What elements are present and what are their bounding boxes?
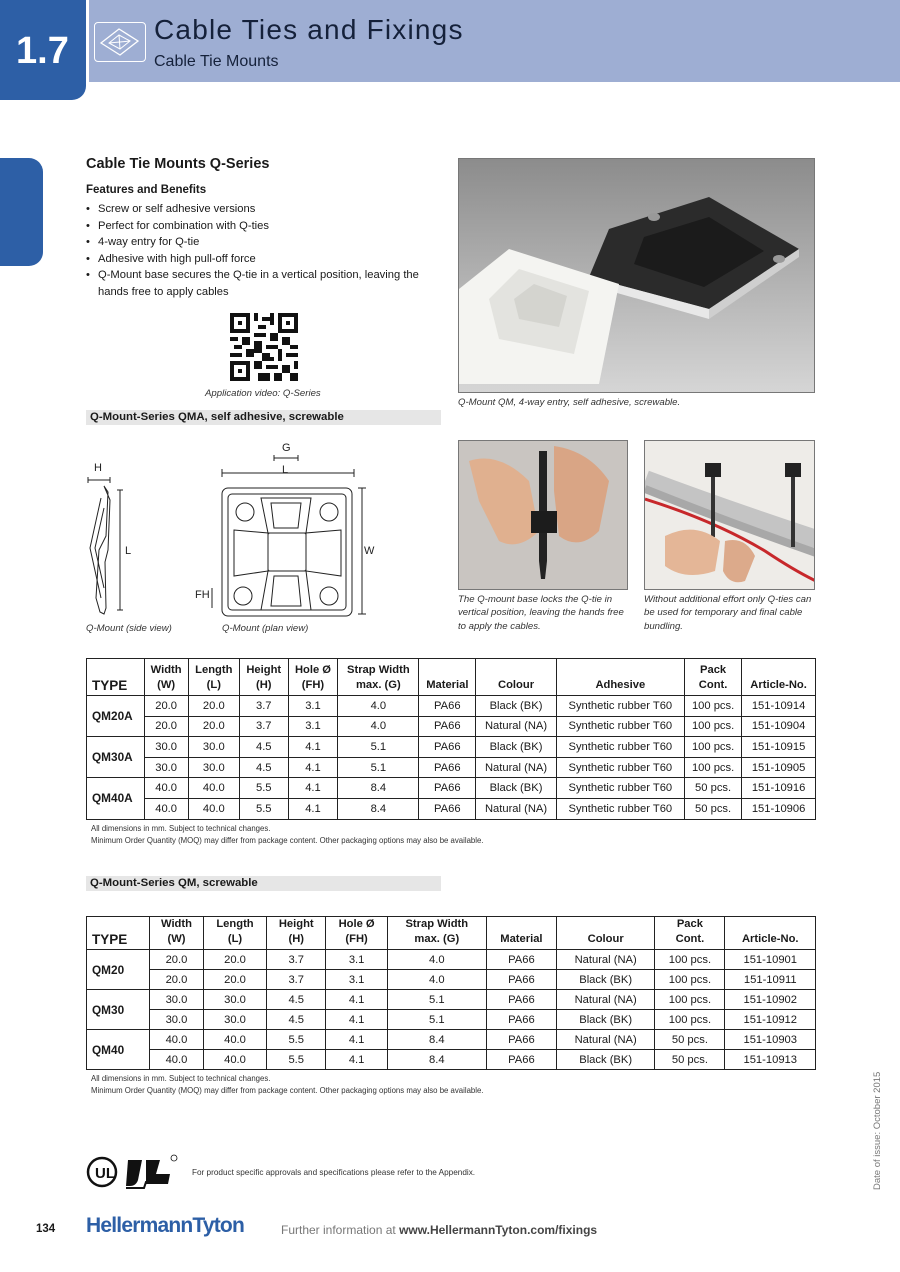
- table-cell: 20.0: [203, 950, 266, 970]
- table-cell: 5.1: [338, 737, 419, 758]
- table-row: [87, 798, 816, 819]
- col-type: TYPE: [87, 917, 150, 950]
- table-cell: 40.0: [144, 778, 188, 799]
- table-cell: 30.0: [149, 990, 203, 1010]
- qma-table: [86, 658, 816, 820]
- col-hole: Hole Ø (FH): [326, 917, 387, 950]
- table-cell: 20.0: [149, 970, 203, 990]
- col-strap: Strap Width max. (G): [387, 917, 486, 950]
- table-cell: PA66: [486, 970, 556, 990]
- table-row: [87, 990, 816, 1010]
- table-cell: 4.1: [288, 757, 338, 778]
- type-cell: QM30: [87, 990, 150, 1030]
- table-cell: 50 pcs.: [655, 1050, 725, 1070]
- table-row: [87, 970, 816, 990]
- cables-photo-caption: Without additional effort only Q-ties can be used for temporary and final cable bundling.: [644, 594, 812, 632]
- col-strap: Strap Width max. (G): [338, 659, 419, 696]
- section-number: 1.7: [16, 30, 69, 72]
- col-article: Article-No.: [725, 917, 816, 950]
- table-cell: 100 pcs.: [685, 757, 742, 778]
- plan-view-caption: Q-Mount (plan view): [222, 623, 309, 634]
- table-cell: 50 pcs.: [685, 778, 742, 799]
- table-cell: Black (BK): [476, 737, 556, 758]
- col-adhesive: Adhesive: [556, 659, 684, 696]
- type-cell: QM20A: [87, 696, 145, 737]
- footer-link[interactable]: www.HellermannTyton.com/fixings: [399, 1223, 598, 1237]
- col-colour: Colour: [556, 917, 654, 950]
- ul-certification-logos: [86, 1152, 182, 1197]
- table-cell: 4.0: [338, 696, 419, 717]
- qma-series-title: Q-Mount-Series QMA, self adhesive, screwable: [86, 410, 441, 425]
- table-cell: Synthetic rubber T60: [556, 778, 684, 799]
- product-photo-hand: [458, 440, 628, 590]
- table-cell: 4.5: [240, 737, 289, 758]
- table-cell: Natural (NA): [476, 757, 556, 778]
- qma-note-2: Minimum Order Quantity (MOQ) may differ from package content. Other packaging options may also be available.: [91, 836, 484, 845]
- col-pack: Pack Cont.: [685, 659, 742, 696]
- table-cell: 3.7: [267, 970, 326, 990]
- table-cell: PA66: [419, 696, 476, 717]
- table-cell: Synthetic rubber T60: [556, 757, 684, 778]
- table-cell: 30.0: [188, 757, 239, 778]
- table-cell: 5.1: [387, 990, 486, 1010]
- table-row: [87, 737, 816, 758]
- side-tab: [0, 158, 43, 266]
- table-cell: 151-10903: [725, 1030, 816, 1050]
- table-cell: 4.5: [240, 757, 289, 778]
- type-cell: QM20: [87, 950, 150, 990]
- table-cell: 3.7: [240, 716, 289, 737]
- type-cell: QM30A: [87, 737, 145, 778]
- col-colour: Colour: [476, 659, 556, 696]
- issue-date: Date of issue: October 2015: [872, 1071, 883, 1190]
- table-cell: 100 pcs.: [655, 990, 725, 1010]
- type-cell: QM40A: [87, 778, 145, 819]
- table-cell: Natural (NA): [476, 716, 556, 737]
- table-cell: 151-10905: [742, 757, 816, 778]
- table-cell: Natural (NA): [476, 798, 556, 819]
- table-cell: 4.1: [326, 1030, 387, 1050]
- table-row: [87, 778, 816, 799]
- table-cell: 30.0: [144, 737, 188, 758]
- main-photo-caption: Q-Mount QM, 4-way entry, self adhesive, screwable.: [458, 397, 681, 408]
- table-cell: 151-10916: [742, 778, 816, 799]
- table-cell: 100 pcs.: [655, 950, 725, 970]
- table-cell: 151-10901: [725, 950, 816, 970]
- table-cell: 5.5: [240, 798, 289, 819]
- table-cell: 4.1: [288, 778, 338, 799]
- technical-drawing: [86, 438, 446, 628]
- table-cell: 100 pcs.: [685, 716, 742, 737]
- table-cell: 151-10911: [725, 970, 816, 990]
- col-material: Material: [486, 917, 556, 950]
- list-item: • Screw or self adhesive versions: [86, 201, 436, 218]
- table-cell: 30.0: [203, 990, 266, 1010]
- table-cell: 50 pcs.: [655, 1030, 725, 1050]
- table-cell: Natural (NA): [556, 1030, 654, 1050]
- table-row: [87, 1010, 816, 1030]
- list-item: • Q-Mount base secures the Q-tie in a vertical position, leaving the hands free to apply cables: [86, 267, 436, 300]
- table-cell: 30.0: [203, 1010, 266, 1030]
- table-row: [87, 696, 816, 717]
- table-cell: Black (BK): [556, 970, 654, 990]
- table-cell: 5.5: [240, 778, 289, 799]
- table-cell: PA66: [486, 1030, 556, 1050]
- label-l-plan: L: [282, 464, 289, 476]
- table-cell: 40.0: [144, 798, 188, 819]
- table-cell: Black (BK): [476, 696, 556, 717]
- table-cell: 151-10902: [725, 990, 816, 1010]
- table-cell: PA66: [486, 1010, 556, 1030]
- table-cell: 100 pcs.: [655, 1010, 725, 1030]
- table-cell: 5.1: [387, 1010, 486, 1030]
- table-cell: 100 pcs.: [685, 696, 742, 717]
- table-cell: Black (BK): [476, 778, 556, 799]
- table-cell: 3.1: [288, 716, 338, 737]
- features-title: Features and Benefits: [86, 184, 207, 196]
- col-hole: Hole Ø (FH): [288, 659, 338, 696]
- qr-caption: Application video: Q-Series: [205, 388, 321, 399]
- table-row: [87, 757, 816, 778]
- table-cell: PA66: [419, 778, 476, 799]
- label-w: W: [364, 545, 375, 557]
- table-cell: Natural (NA): [556, 990, 654, 1010]
- table-cell: 20.0: [188, 716, 239, 737]
- table-cell: PA66: [419, 798, 476, 819]
- table-cell: 151-10912: [725, 1010, 816, 1030]
- table-cell: 4.5: [267, 1010, 326, 1030]
- table-cell: 40.0: [188, 798, 239, 819]
- label-g: G: [282, 442, 291, 454]
- col-length: Length (L): [188, 659, 239, 696]
- table-cell: 5.5: [267, 1030, 326, 1050]
- table-cell: 5.1: [338, 757, 419, 778]
- col-width: Width (W): [144, 659, 188, 696]
- table-cell: Synthetic rubber T60: [556, 798, 684, 819]
- hand-photo-caption: The Q-mount base locks the Q-tie in vertical position, leaving the hands free to apply the cables.: [458, 594, 624, 632]
- type-cell: QM40: [87, 1030, 150, 1070]
- table-cell: 40.0: [188, 778, 239, 799]
- table-cell: 151-10906: [742, 798, 816, 819]
- table-cell: 4.5: [267, 990, 326, 1010]
- qma-note-1: All dimensions in mm. Subject to technical changes.: [91, 824, 271, 833]
- col-article: Article-No.: [742, 659, 816, 696]
- list-item: • 4-way entry for Q-tie: [86, 234, 436, 251]
- col-type: TYPE: [87, 659, 145, 696]
- col-length: Length (L): [203, 917, 266, 950]
- table-row: [87, 1030, 816, 1050]
- certification-text: For product specific approvals and specifications please refer to the Appendix.: [192, 1168, 476, 1177]
- table-cell: PA66: [486, 950, 556, 970]
- table-cell: 8.4: [338, 798, 419, 819]
- features-list: [86, 201, 436, 301]
- table-cell: 5.5: [267, 1050, 326, 1070]
- qr-code[interactable]: [230, 313, 298, 381]
- col-material: Material: [419, 659, 476, 696]
- table-cell: 8.4: [338, 778, 419, 799]
- table-cell: Synthetic rubber T60: [556, 737, 684, 758]
- table-cell: 4.0: [338, 716, 419, 737]
- table-cell: 20.0: [149, 950, 203, 970]
- table-cell: 151-10913: [725, 1050, 816, 1070]
- product-photo-cables: [644, 440, 815, 590]
- table-cell: Black (BK): [556, 1010, 654, 1030]
- col-pack: Pack Cont.: [655, 917, 725, 950]
- table-cell: 151-10915: [742, 737, 816, 758]
- table-cell: 8.4: [387, 1030, 486, 1050]
- table-cell: 30.0: [149, 1010, 203, 1030]
- table-cell: 20.0: [144, 696, 188, 717]
- table-cell: 4.0: [387, 970, 486, 990]
- table-row: [87, 1050, 816, 1070]
- table-cell: 20.0: [144, 716, 188, 737]
- col-height: Height (H): [240, 659, 289, 696]
- table-cell: 20.0: [188, 696, 239, 717]
- side-view-caption: Q-Mount (side view): [86, 623, 172, 634]
- col-width: Width (W): [149, 917, 203, 950]
- table-cell: 20.0: [203, 970, 266, 990]
- table-row: [87, 950, 816, 970]
- table-cell: 3.1: [326, 950, 387, 970]
- qm-note-2: Minimum Order Quantity (MOQ) may differ from package content. Other packaging options may also be available.: [91, 1086, 484, 1095]
- table-cell: 3.7: [267, 950, 326, 970]
- table-cell: PA66: [419, 716, 476, 737]
- table-cell: Black (BK): [556, 1050, 654, 1070]
- table-cell: 30.0: [144, 757, 188, 778]
- table-cell: 3.7: [240, 696, 289, 717]
- table-cell: 100 pcs.: [655, 970, 725, 990]
- svg-text:UL: UL: [95, 1165, 115, 1182]
- table-cell: 4.1: [326, 1010, 387, 1030]
- table-cell: 151-10914: [742, 696, 816, 717]
- table-cell: 4.1: [326, 1050, 387, 1070]
- table-cell: 4.1: [288, 798, 338, 819]
- qm-note-1: All dimensions in mm. Subject to technical changes.: [91, 1074, 271, 1083]
- qm-series-title: Q-Mount-Series QM, screwable: [86, 876, 441, 891]
- brand-logo: HellermannTyton: [86, 1214, 244, 1237]
- table-cell: PA66: [486, 1050, 556, 1070]
- label-l-side: L: [125, 545, 132, 557]
- product-photo-main: [458, 158, 815, 393]
- page-title: Cable Ties and Fixings: [154, 14, 464, 45]
- table-cell: Natural (NA): [556, 950, 654, 970]
- list-item: • Adhesive with high pull-off force: [86, 251, 436, 268]
- table-cell: 50 pcs.: [685, 798, 742, 819]
- label-h: H: [94, 462, 102, 474]
- table-cell: 30.0: [188, 737, 239, 758]
- table-cell: 4.0: [387, 950, 486, 970]
- cable-tie-mount-icon: [94, 22, 146, 62]
- col-height: Height (H): [267, 917, 326, 950]
- table-cell: 40.0: [203, 1030, 266, 1050]
- table-cell: PA66: [419, 757, 476, 778]
- table-cell: 3.1: [288, 696, 338, 717]
- table-cell: 40.0: [149, 1050, 203, 1070]
- table-cell: Synthetic rubber T60: [556, 716, 684, 737]
- table-cell: 151-10904: [742, 716, 816, 737]
- page-subtitle: Cable Tie Mounts: [154, 53, 279, 70]
- table-cell: PA66: [419, 737, 476, 758]
- table-cell: 4.1: [288, 737, 338, 758]
- table-cell: 4.1: [326, 990, 387, 1010]
- table-cell: 3.1: [326, 970, 387, 990]
- page-number: 134: [36, 1223, 56, 1235]
- label-fh: FH: [195, 589, 210, 601]
- table-cell: 40.0: [149, 1030, 203, 1050]
- table-cell: Synthetic rubber T60: [556, 696, 684, 717]
- section-title: Cable Tie Mounts Q-Series: [86, 156, 270, 172]
- table-cell: PA66: [486, 990, 556, 1010]
- table-row: [87, 716, 816, 737]
- list-item: • Perfect for combination with Q-ties: [86, 218, 436, 235]
- table-cell: 40.0: [203, 1050, 266, 1070]
- table-cell: 8.4: [387, 1050, 486, 1070]
- footer-text: Further information at www.HellermannTyton.com/fixings: [281, 1223, 598, 1237]
- table-cell: 100 pcs.: [685, 737, 742, 758]
- qm-table: [86, 916, 816, 1070]
